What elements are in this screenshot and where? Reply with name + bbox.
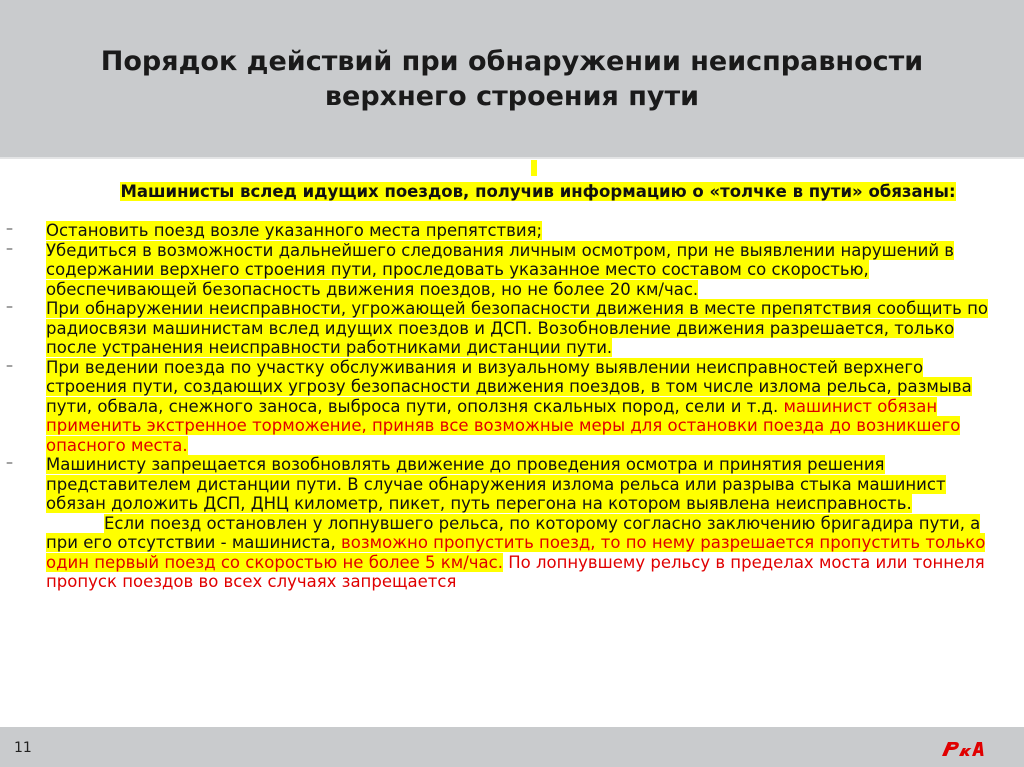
rzd-logo xyxy=(938,737,988,759)
note-paragraph xyxy=(6,514,1006,592)
note-warning-text: возможно пропустить поезд, то по нему разрешается пропустить только один первый поезд со скоростью не более 5 км/час. xyxy=(46,533,986,572)
slide-footer xyxy=(0,727,1024,767)
item-warning-text: машинист обязан применить экстренное торможение, приняв все возможные меры для остановки поезда до возникшего опасного места. xyxy=(46,396,961,455)
dash-bullet: – xyxy=(6,221,13,237)
dash-bullet: – xyxy=(6,299,13,315)
list-item xyxy=(6,221,1006,241)
item-text: При обнаружении неисправности, угрожающей безопасности движения в месте препятствия сообщить по радиосвязи машинистам вслед идущих поездов и ДСП. Возобновление движения разрешается, только после устранения неисправности работниками дистанции пути. xyxy=(46,299,988,357)
dash-bullet: – xyxy=(6,240,13,257)
highlight-marker xyxy=(531,160,537,176)
page-number: 11 xyxy=(14,740,32,756)
slide-content xyxy=(0,160,1010,720)
dash-bullet: – xyxy=(6,357,13,374)
title-line-1: Порядок действий при обнаружении неисправности xyxy=(100,46,924,77)
note-prohibition-text: По лопнувшему рельсу в пределах моста или тоннеля пропуск поездов во всех случаях запрещается xyxy=(46,552,985,591)
item-text: Убедиться в возможности дальнейшего следования личным осмотром, при не выявлении нарушений в содержании верхнего строения пути, проследовать указанное место составом со скоростью, обеспечивающей безопасность движения поездов, но не более 20 км/час. xyxy=(46,240,955,299)
slide-title xyxy=(0,44,1024,114)
action-list xyxy=(6,221,1006,592)
intro-heading xyxy=(78,182,998,201)
title-line-2: верхнего строения пути xyxy=(324,81,700,112)
header-divider xyxy=(0,157,1024,159)
list-item xyxy=(6,241,1006,300)
dash-bullet: – xyxy=(6,455,13,471)
list-item xyxy=(6,455,1006,514)
item-text: При ведении поезда по участку обслуживания и визуальному выявлении неисправностей верхнего строения пути, создающих угрозу безопасности движения поездов, в том числе излома рельса, размыва пути, обвала, снежного заноса, выброса пути, оползня скальных пород, сели и т.д. xyxy=(46,357,972,416)
item-text: Остановить поезд возле указанного места препятствия; xyxy=(46,221,543,240)
item-text: Машинисту запрещается возобновлять движение до проведения осмотра и принятия решения представителем дистанции пути. В случае обнаружения излома рельса или разрыва стыка машинист обязан доложить ДСП, ДНЦ километр, пикет, путь перегона на котором выявлена неисправность. xyxy=(46,455,946,513)
list-item xyxy=(6,299,1006,358)
note-text: Если поезд остановлен у лопнувшего рельса, по которому согласно заключению бригадира пути, а при его отсутствии - машиниста, xyxy=(46,513,981,552)
list-item xyxy=(6,358,1006,456)
intro-text: Машинисты вслед идущих поездов, получив информацию о «толчке в пути» обязаны: xyxy=(120,182,956,201)
